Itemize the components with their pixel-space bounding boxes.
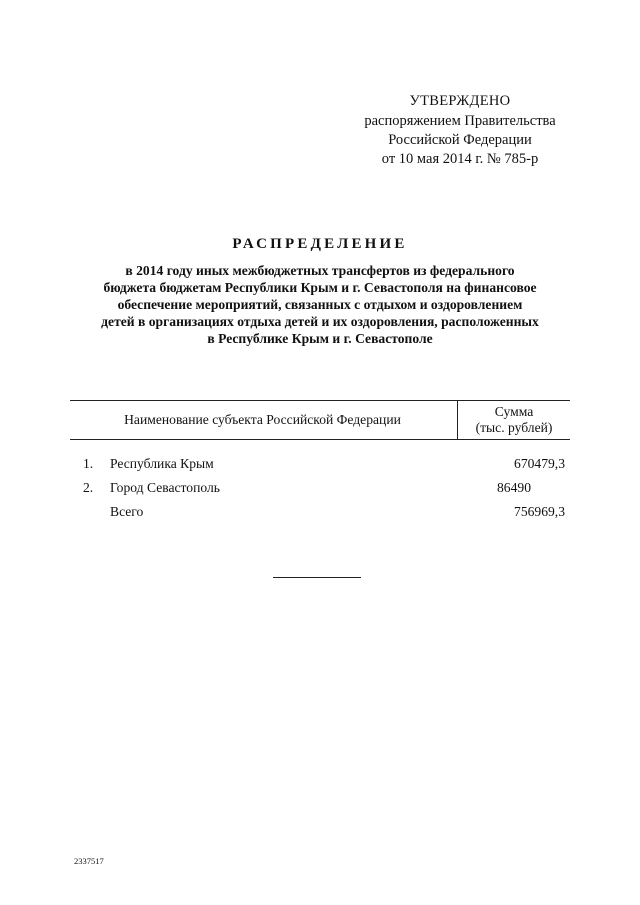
header-subject-name: Наименование субъекта Российской Федерации	[124, 412, 401, 427]
document-title: РАСПРЕДЕЛЕНИЕ	[232, 236, 408, 252]
header-sum-label: Сумма	[494, 404, 534, 419]
subtitle-line-3: обеспечение мероприятий, связанных с отдыхом и оздоровлением	[117, 297, 523, 312]
row-sum-value: 670479,3	[514, 456, 565, 471]
table-row-total	[70, 504, 570, 528]
table-row	[70, 480, 570, 504]
row-sum-value: 86490	[497, 480, 531, 495]
subtitle-line-1: в 2014 году иных межбюджетных трансфертов из федерального	[125, 263, 515, 278]
approval-stamp: УТВЕРЖДЕНО	[409, 93, 511, 109]
header-sum	[458, 404, 570, 436]
row-subject-name: Республика Крым	[110, 456, 214, 471]
row-subject-name: Город Севастополь	[110, 480, 220, 495]
row-number: 2.	[83, 480, 94, 495]
header-sum-unit: (тыс. рублей)	[475, 420, 553, 435]
total-sum-value: 756969,3	[514, 504, 565, 519]
total-label: Всего	[110, 504, 144, 519]
table-body	[70, 456, 570, 528]
subtitle-line-2: бюджета бюджетам Республики Крым и г. Севастополя на финансовое	[103, 280, 537, 295]
table-row	[70, 456, 570, 480]
row-number: 1.	[83, 456, 94, 471]
subtitle-line-4: детей в организациях отдыха детей и их оздоровления, расположенных	[101, 314, 539, 329]
approval-line-2: Российской Федерации	[388, 132, 532, 148]
end-of-document-rule	[273, 577, 361, 578]
approval-block	[340, 92, 580, 169]
distribution-table	[70, 400, 570, 528]
table-header	[70, 400, 570, 440]
document-subtitle	[80, 262, 560, 347]
document-code: 2337517	[74, 856, 104, 866]
subtitle-line-5: в Республике Крым и г. Севастополе	[207, 331, 433, 346]
approval-line-1: распоряжением Правительства	[364, 113, 556, 129]
approval-line-3: от 10 мая 2014 г. № 785-р	[381, 151, 539, 167]
